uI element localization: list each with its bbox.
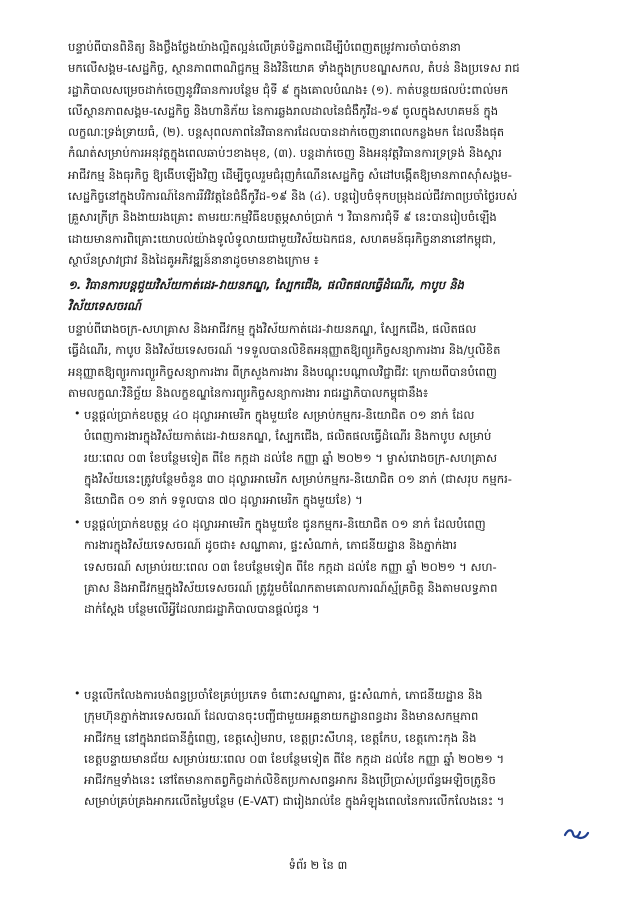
text-line: បន្តផ្តល់ប្រាក់ឧបត្ថម្ភ ៤០ ដុល្លារអាមេរិក ក្នុងមួយខែ សម្រាប់កម្មករ-និយោជិត ០១ នាក់ ដែល <box>84 408 475 422</box>
text-line: ស្ថាប័នស្រាវជ្រាវ និងដៃគូអភិវឌ្ឍន៍នានាដូចមានខាងក្រោម ៖ <box>68 252 319 267</box>
text-line: លើស្ថានភាពសង្គម-សេដ្ឋកិច្ច និងហានិភ័យ នៃការឆ្លងរាលដាលនៃជំងឺកូវីដ-១៩ ចូលក្នុងសហគមន៍ ក្នុង <box>68 103 499 118</box>
text-line: មកលើសង្គម-សេដ្ឋកិច្ច, ស្ថានភាពពាណិជ្ជកម្ម និងវិនិយោគ ទាំងក្នុងក្របខណ្ឌសកល, តំបន់ និងប្រទេស រាជ <box>68 61 520 76</box>
text-line: អាជីវកម្ម នៅក្នុងរាជធានីភ្នំពេញ, ខេត្តសៀមរាប, ខេត្តព្រះសីហនុ, ខេត្តកែប, ខេត្តកោះកុង និង <box>84 730 477 745</box>
text-line: បន្តលើកលែងការបង់ពន្ធប្រចាំខែគ្រប់ប្រភេទ ចំពោះសណ្ឋាគារ, ផ្ទះសំណាក់, ភោជនីយដ្ឋាន និង <box>84 688 483 702</box>
section-paragraph <box>68 319 578 404</box>
text-line: ក្រុមហ៊ុនភ្នាក់ងារទេសចរណ៍ ដែលបានចុះបញ្ជីជាមួយអគ្គនាយកដ្ឋានពន្ធដារ និងមានសកម្មភាព <box>84 709 479 724</box>
text-line: កំណត់សម្រាប់ការអនុវត្តក្នុងពេលឆាប់ៗខាងមុខ, (៣). បន្តដាក់ចេញ និងអនុវត្តវិធានការទ្រទ្រង់ និងស្តារ <box>68 146 502 161</box>
text-line: ខេត្តបន្ទាយមានជ័យ សម្រាប់រយៈពេល ០៣ ខែបន្ថែមទៀត ពីខែ កក្កដា ដល់ខែ កញ្ញា ឆ្នាំ ២០២១ ។ <box>84 751 505 766</box>
text-line: សេដ្ឋកិច្ចនៅក្នុងបរិការណ៍នៃការរីវវិវត្តនៃជំងឺកូវីដ-១៩ និង (៤). បន្តរៀបចំទុកបម្រុងដល់ជីវភាពប្រចាំថ្ងៃរបស់ <box>68 189 518 204</box>
text-line: រដ្ឋាភិបាលសម្រេចដាក់ចេញនូវវិធានការបន្ថែម ជុំទី ៩ ក្នុងគោលបំណង៖ (១). កាត់បន្ថយផលប៉ះពាល់មក <box>68 82 509 97</box>
bullet-item <box>84 685 578 813</box>
text-line: ដោយមានការពិគ្រោះយោបល់យ៉ាងទូលំទូលាយជាមួយវិស័យឯកជន, សហគមន៍ធុរកិច្ចនានានៅកម្ពុជា, <box>68 231 497 246</box>
text-line: គ្រួសារក្រីក្រ និងងាយរងគ្រោះ តាមរយៈកម្មវិធីឧបត្ថម្ភសាច់ប្រាក់ ។ វិធានការជុំទី ៩ នេះបានរៀបចំឡើង <box>68 210 497 225</box>
section-heading <box>68 275 578 318</box>
text-line: ក្នុងវិស័យនេះត្រូវបន្ថែមចំនួន ៣០ ដុល្លារអាមេរិក សម្រាប់កម្មករ-និយោជិត ០១ នាក់ (ជាសរុប កម្មករ- <box>84 471 512 486</box>
text-line: ការងារក្នុងវិស័យទេសចរណ៍ ដូចជា៖ សណ្ឋាគារ, ផ្ទះសំណាក់, ភោជនីយដ្ឋាន និងភ្នាក់ងារ <box>84 538 457 553</box>
bullet-marker: • <box>74 687 81 700</box>
text-line: អនុញ្ញាតឱ្យព្យួរការព្យួរកិច្ចសន្យាការងារ ពីក្រសួងការងារ និងបណ្តុះបណ្តាលវិជ្ជាជីវៈ ក្រោយពីបានបំពេញ <box>68 364 497 379</box>
heading-line: វិស័យទេសចរណ៍ <box>68 299 142 314</box>
text-line: តាមលក្ខណៈវិនិច្ឆ័យ និងលក្ខខណ្ឌនៃការព្យួរកិច្ចសន្យាការងារ រាជរដ្ឋាភិបាលកម្ពុជានឹង៖ <box>68 385 429 400</box>
text-line: អាជីវកម្ម និងធុរកិច្ច ឱ្យងើបឡើងវិញ ដើម្បីចូលរួមជំរុញកំណើនសេដ្ឋកិច្ច សំដៅបង្កើតឱ្យមានភាពស៊ាំសង្គម- <box>68 167 512 182</box>
initial-mark-icon <box>562 823 590 843</box>
bullet-item <box>84 514 578 620</box>
intro-paragraph <box>68 37 578 271</box>
text-line: ដាក់ស្តែង បន្ថែមលើអ្វីដែលរាជរដ្ឋាភិបាលបានផ្តល់ជូន ។ <box>84 602 320 617</box>
text-line: ទេសចរណ៍ សម្រាប់រយៈពេល ០៣ ខែបន្ថែមទៀត ពីខែ កក្កដា ដល់ខែ កញ្ញា ឆ្នាំ ២០២១ ។ សហ- <box>84 559 497 574</box>
text-line: បន្ទាប់ពីបានពិនិត្យ និងថ្លឹងថ្លែងយ៉ាងល្អិតល្អន់លើគ្រប់ទិដ្ឋភាពដើម្បីបំពេញតម្រូវការចាំបាច់នានា <box>68 40 461 54</box>
text-line: អាជីវកម្មទាំងនេះ នៅតែមានកាតព្វកិច្ចដាក់លិខិតប្រកាសពន្ធអាករ និងប្រើប្រាស់ប្រព័ន្ធអេឡិចត្រូនិច <box>84 773 496 788</box>
bullet-marker: • <box>74 407 81 420</box>
text-line: សម្រាប់គ្រប់គ្រងអាករលើតម្លៃបន្ថែម (E-VAT) ជារៀងរាល់ខែ ក្នុងអំឡុងពេលនៃការលើកលែងនេះ ។ <box>84 794 505 809</box>
text-line: បន្តផ្តល់ប្រាក់ឧបត្ថម្ភ ៤០ ដុល្លារអាមេរិក ក្នុងមួយខែ ជូនកម្មករ-និយោជិត ០១ នាក់ ដែលបំពេញ <box>84 517 486 531</box>
bullet-marker: • <box>74 516 81 529</box>
text-line: ធ្វើដំណើរ, កាបូប និងវិស័យទេសចរណ៍ ។ទទួលបានលិខិតអនុញ្ញាតឱ្យព្យួរកិច្ចសន្យាការងារ និង/ឬលិខិត <box>68 343 501 358</box>
text-line: បន្ទាប់ពីរោងចក្រ-សហគ្រាស និងអាជីវកម្ម ក្នុងវិស័យកាត់ដេរ-វាយនភណ្ឌ, ស្បែកជើង, ផលិតផល <box>68 322 477 336</box>
text-line: បំពេញការងារក្នុងវិស័យកាត់ដេរ-វាយនភណ្ឌ, ស្បែកជើង, ផលិតផលធ្វើដំណើរ និងកាបូប សម្រាប់ <box>84 429 492 444</box>
text-line: គ្រាស និងអាជីវកម្មក្នុងវិស័យទេសចរណ៍ ត្រូវរួមចំណែកតាមគោលការណ៍ស្ម័គ្រចិត្ត និងតាមលទ្ធភាព <box>84 580 498 595</box>
text-line: លក្ខណៈទ្រង់ទ្រាយធំ, (២). បន្តសុពលភាពនៃវិធានការដែលបានដាក់ចេញនាពេលកន្លងមក ដែលនឹងផុត <box>68 125 505 140</box>
page-number: ទំព័រ ២ នៃ ៣ <box>288 858 348 872</box>
bullet-item <box>84 405 578 511</box>
text-line: និយោជិត ០១ នាក់ ទទួលបាន ៧០ ដុល្លារអាមេរិក ក្នុងមួយខែ) ។ <box>84 493 363 508</box>
heading-line: ១. វិធានការបន្តជួយវិស័យកាត់ដេរ-វាយនភណ្ឌ, ស្បែកជើង, ផលិតផលធ្វើដំណើរ, កាបូប និង <box>68 278 464 292</box>
text-line: រយៈពេល ០៣ ខែបន្ថែមទៀត ពីខែ កក្កដា ដល់ខែ កញ្ញា ឆ្នាំ ២០២១ ។ ម្ចាស់រោងចក្រ-សហគ្រាស <box>84 450 498 465</box>
